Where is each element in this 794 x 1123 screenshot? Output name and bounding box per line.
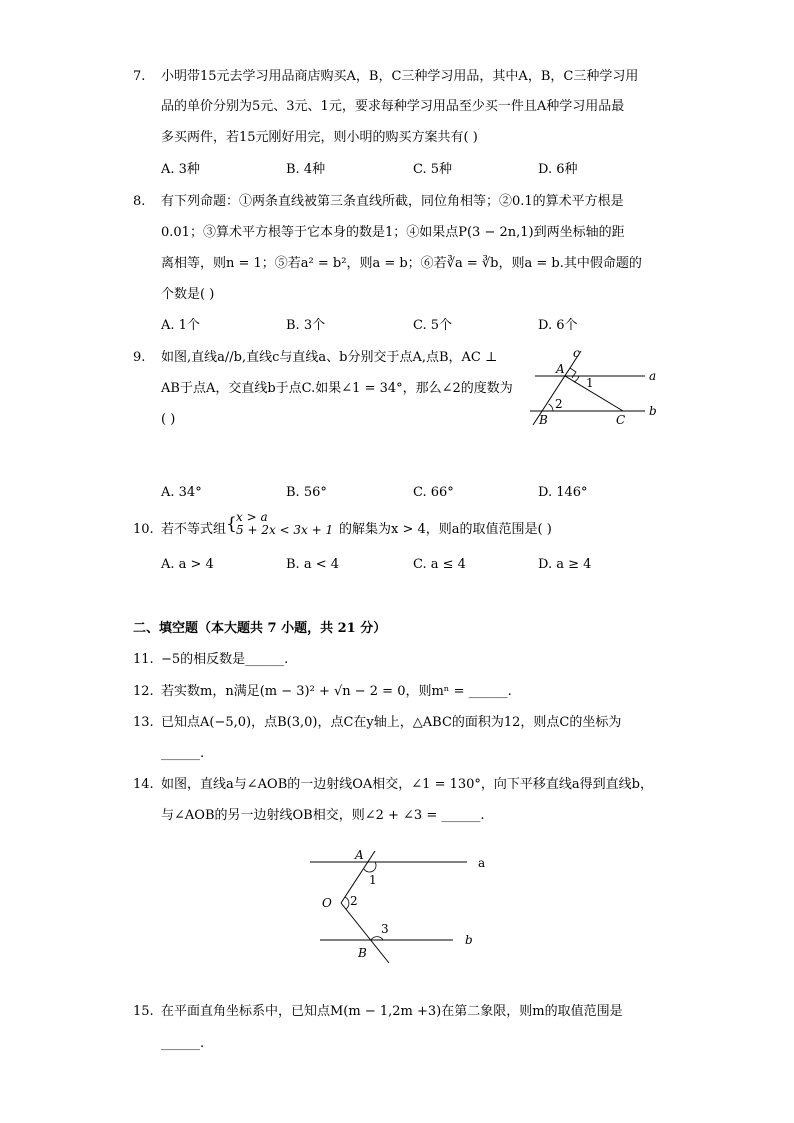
q9-angle-2-arc (549, 404, 554, 411)
q8-option-c[interactable]: C. 5个 (413, 318, 453, 333)
q7-option-d[interactable]: D. 6种 (538, 162, 578, 177)
q14-label-B: B (358, 946, 367, 960)
q14-line-2: 与∠AOB的另一边射线OB相交，则∠2 + ∠3 = ______. (161, 808, 485, 823)
q8-line-2: 0.01；③算术平方根等于它本身的数是1；④如果点P(3 − 2n,1)到两坐标轴的距 (161, 225, 625, 240)
q15-number: 15. (133, 1004, 154, 1019)
q14-label-2: 2 (350, 894, 358, 908)
q9-option-c[interactable]: C. 66° (413, 485, 454, 500)
q13-number: 13. (133, 715, 154, 730)
q14-label-3: 3 (381, 922, 389, 936)
q14-number: 14. (133, 777, 154, 792)
q9-line-3: ( ) (161, 412, 176, 427)
q12-number: 12. (133, 684, 154, 699)
q14-label-1: 1 (369, 873, 377, 887)
q15-line-1: 在平面直角坐标系中，已知点M(m − 1,2m +3)在第二象限，则m的取值范围是 (161, 1004, 623, 1019)
q8-line-3: 离相等，则n = 1；⑤若a² = b²，则a = b；⑥若∛a = ∛b，则a = b.其中假命题的 (161, 256, 642, 271)
q14-line-1: 如图，直线a与∠AOB的一边射线OA相交，∠1 = 130°，向下平移直线a得到直线b， (161, 777, 653, 792)
q7-line-3: 多买两件，若15元刚好用完，则小明的购买方案共有( ) (161, 130, 478, 145)
q10-option-c[interactable]: C. a ≤ 4 (413, 557, 466, 572)
q10-system-line-1: x > a (236, 510, 268, 524)
q10-number: 10. (133, 522, 154, 537)
q14-angle-1-arc (364, 862, 376, 872)
q14-label-b: b (465, 933, 473, 947)
q9-figure (525, 345, 665, 430)
q13-line-1: 已知点A(−5,0)，点B(3,0)，点C在y轴上，△ABC的面积为12，则点C的坐标为 (161, 715, 622, 730)
q12-text: 若实数m，n满足(m − 3)² + √n − 2 = 0，则mⁿ = ______. (161, 684, 512, 699)
q11-number: 11. (133, 652, 154, 667)
q14-figure (305, 843, 495, 968)
q9-line-2: AB于点A，交直线b于点C.如果∠1 = 34°，那么∠2的度数为 (161, 381, 513, 396)
q9-label-B: B (539, 413, 548, 427)
q9-number: 9. (133, 350, 146, 365)
q9-angle-1-arc (574, 376, 579, 382)
q15-line-2: ______. (161, 1036, 205, 1051)
q14-label-A: A (355, 848, 364, 862)
q14-label-a: a (478, 856, 486, 870)
q9-label-2: 2 (555, 397, 563, 411)
q10-option-a[interactable]: A. a > 4 (161, 557, 214, 572)
q9-option-d[interactable]: D. 146° (538, 485, 588, 500)
q8-line-1: 有下列命题：①两条直线被第三条直线所截，同位角相等；②0.1的算术平方根是 (161, 194, 624, 209)
section-2-heading: 二、填空题（本大题共 7 小题，共 21 分） (133, 621, 387, 636)
q9-option-a[interactable]: A. 34° (161, 485, 202, 500)
q9-line-1: 如图,直线a//b,直线c与直线a、b分别交于点A,点B，AC ⊥ (161, 350, 498, 365)
q14-angle-2-arc (345, 897, 349, 909)
q9-label-A: A (556, 362, 565, 376)
q8-number: 8. (133, 194, 146, 209)
q9-label-c: c (573, 346, 580, 360)
q9-label-C: C (616, 413, 626, 427)
q9-option-b[interactable]: B. 56° (286, 485, 327, 500)
q7-option-c[interactable]: C. 5种 (413, 162, 453, 177)
q7-option-a[interactable]: A. 3种 (161, 162, 200, 177)
q9-label-b: b (649, 404, 657, 418)
q9-line-ac (565, 376, 623, 411)
q8-option-b[interactable]: B. 3个 (286, 318, 326, 333)
q10-brace: { (226, 514, 237, 534)
q10-pre: 若不等式组 (161, 522, 227, 537)
q14-angle-3-arc (371, 937, 383, 940)
q10-system-line-2: 5 + 2x < 3x + 1 (236, 523, 334, 537)
q10-option-b[interactable]: B. a < 4 (286, 557, 339, 572)
q9-label-a: a (649, 369, 657, 383)
q9-label-1: 1 (586, 376, 594, 390)
q10-option-d[interactable]: D. a ≥ 4 (538, 557, 592, 572)
q11-text: −5的相反数是______. (161, 652, 289, 667)
q8-line-4: 个数是( ) (161, 287, 215, 302)
q13-line-2: ______. (161, 746, 205, 761)
q7-line-1: 小明带15元去学习用品商店购买A，B，C三种学习用品，其中A，B，C三种学习用 (161, 69, 639, 84)
q14-label-O: O (322, 896, 332, 910)
q7-number: 7. (133, 69, 146, 84)
q8-option-a[interactable]: A. 1个 (161, 318, 200, 333)
q10-post: 的解集为x > 4，则a的取值范围是( ) (339, 522, 552, 537)
q7-option-b[interactable]: B. 4种 (286, 162, 326, 177)
q8-option-d[interactable]: D. 6个 (538, 318, 578, 333)
q7-line-2: 品的单价分别为5元、3元、1元，要求每种学习用品至少买一件且A种学习用品最 (161, 99, 625, 114)
